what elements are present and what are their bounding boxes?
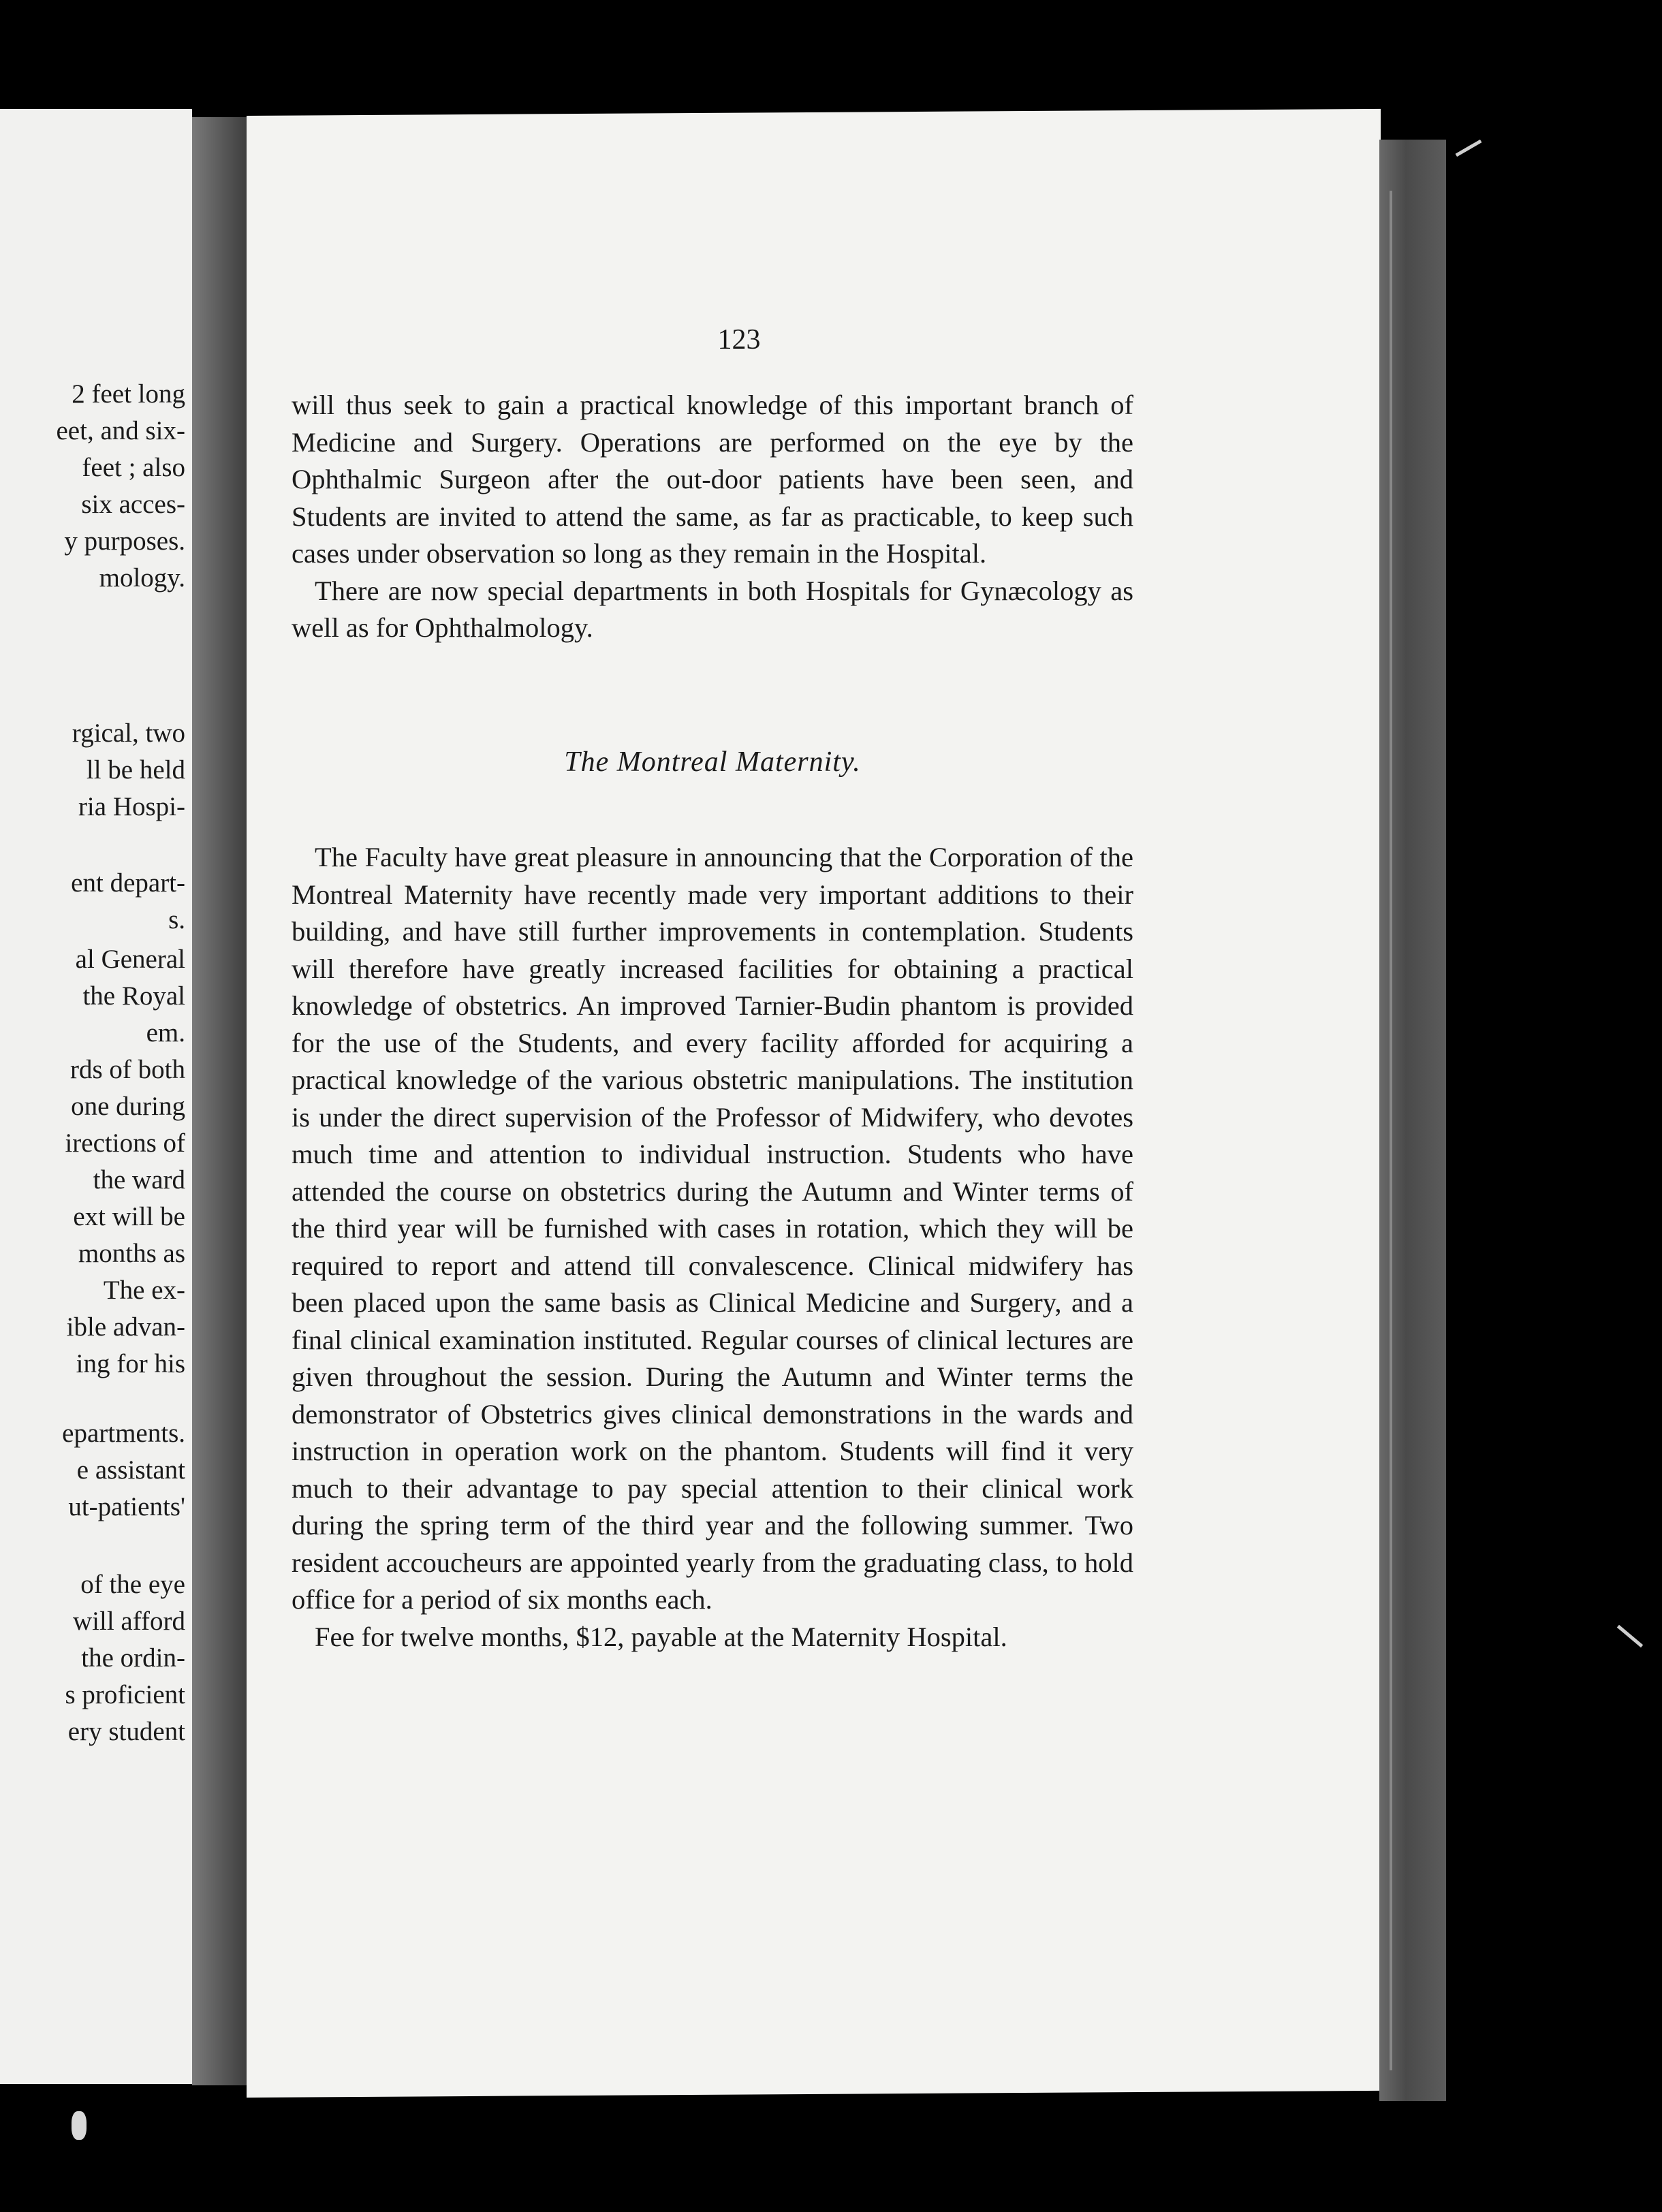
left-page-line: irections of <box>65 1128 185 1158</box>
left-page-line: ria Hospi- <box>78 792 185 821</box>
scan-mark <box>1617 1625 1643 1647</box>
left-page-line: months as <box>78 1239 185 1268</box>
left-page-line: of the eye <box>80 1570 185 1599</box>
paragraph-continuation: will thus seek to gain a practical knowledge of this important branch of Medicine and Surgery. Operations are performed on the eye by the Ophthalmic Surgeon after the out-door patients have been seen, and Students are invited to attend the same, as far as practicable, to keep such cases under observation so long as they remain in the Hospital. <box>292 390 1133 569</box>
left-page-line: s. <box>168 905 185 934</box>
left-page-line: al General <box>75 945 185 974</box>
left-page-line: ext will be <box>73 1202 185 1231</box>
book-gutter <box>192 117 247 2085</box>
body-text-top <box>292 387 1133 647</box>
left-page-line: eet, and six- <box>56 416 185 445</box>
left-page-line: ery student <box>67 1717 185 1746</box>
left-page-line: rds of both <box>70 1055 185 1084</box>
paragraph-departments: There are now special departments in both Hospitals for Gynæcology as well as for Ophthalmology. <box>292 575 1133 643</box>
left-page-line: will afford <box>73 1607 185 1636</box>
left-page-line: six acces- <box>81 490 185 519</box>
left-page-line: s proficient <box>65 1680 185 1709</box>
left-facing-page <box>0 109 192 2084</box>
left-page-line: rgical, two <box>72 718 185 748</box>
page-number: 123 <box>717 324 761 356</box>
left-page-line: The ex- <box>103 1276 185 1305</box>
fore-edge-highlight <box>1390 191 1392 2070</box>
left-page-line: em. <box>146 1018 185 1047</box>
left-page-line: y purposes. <box>64 526 185 556</box>
left-page-line: ut-patients' <box>68 1492 185 1521</box>
section-title: The Montreal Maternity. <box>564 746 861 778</box>
body-text-maternity <box>292 839 1133 1656</box>
left-page-line: e assistant <box>76 1455 185 1485</box>
left-page-line: the ward <box>93 1165 185 1195</box>
left-page-line: the ordin- <box>81 1643 185 1673</box>
paragraph-fee: Fee for twelve months, $12, payable at the Maternity Hospital. <box>315 1621 1007 1652</box>
left-page-line: ible advan- <box>66 1312 185 1342</box>
scan-mark <box>1456 140 1482 157</box>
left-page-line: ing for his <box>76 1349 185 1378</box>
left-page-line: feet ; also <box>82 453 185 482</box>
left-page-line: 2 feet long <box>72 379 185 409</box>
left-page-line: mology. <box>99 563 185 592</box>
scan-mark <box>72 2111 87 2140</box>
left-page-line: epartments. <box>62 1419 185 1448</box>
left-page-line: ent depart- <box>71 868 185 898</box>
left-page-line: ll be held <box>86 755 185 785</box>
left-page-line: the Royal <box>82 981 185 1011</box>
paragraph-maternity: The Faculty have great pleasure in announcing that the Corporation of the Montreal Maternity have recently made very important additions to their building, and have still further improvements in contemplation. Students will therefore have greatly increased facilities for obtaining a practical knowledge of obstetrics. An improved Tarnier-Budin phantom is provided for the use of the Students, and every facility afforded for acquiring a practical knowledge of the various obstetric manipulations. The institution is under the direct supervision of the Professor of Midwifery, who devotes much time and attention to individual instruction. Students who have attended the course on obstetrics during the Autumn and Winter terms of the third year will be furnished with cases in rotation, which they will be required to report and attend till convalescence. Clinical midwifery has been placed upon the same basis as Clinical Medicine and Surgery, and a final clinical examination instituted. Regular courses of clinical lectures are given throughout the session. During the Autumn and Winter terms the demonstrator of Obstetrics gives clinical demonstrations in the wards and instruction in operation work on the phantom. Students will find it very much to their advantage to pay special attention to their clinical work during the spring term of the third year and the following summer. Two resident accoucheurs are appointed yearly from the graduating class, to hold office for a period of six months each. <box>292 842 1133 1615</box>
left-page-line: one during <box>71 1092 185 1121</box>
